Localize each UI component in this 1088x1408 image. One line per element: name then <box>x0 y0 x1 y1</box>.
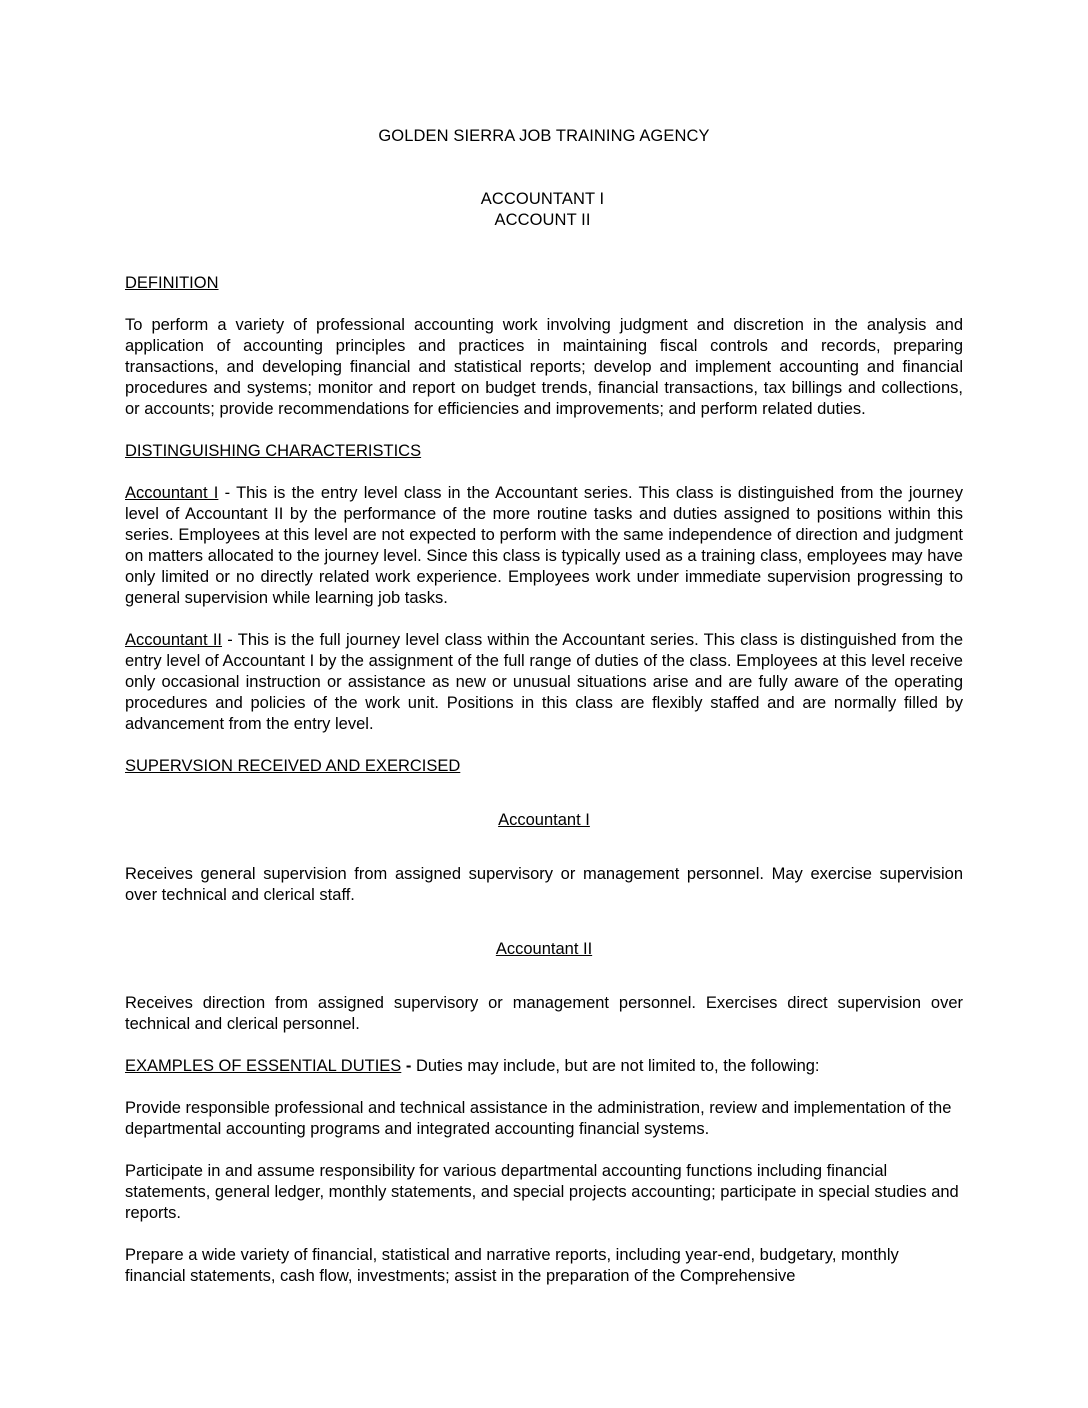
supervision-sub-accountant-2-text: Accountant II <box>495 940 593 958</box>
essential-duties-heading-dash: - <box>401 1057 416 1075</box>
supervision-sub-accountant-2 <box>125 939 963 960</box>
supervision-paragraph-1: Receives general supervision from assigned supervisory or management personnel. May exercise supervision over technical and clerical staff. <box>125 865 963 904</box>
spacer <box>125 906 963 939</box>
spacer <box>125 420 963 441</box>
spacer <box>125 147 963 189</box>
definition-heading-text: DEFINITION <box>125 274 219 292</box>
spacer <box>125 777 963 810</box>
accountant-2-paragraph <box>125 630 963 735</box>
spacer <box>125 294 963 315</box>
job-title-block <box>122 189 963 231</box>
definition-paragraph: To perform a variety of professional accounting work involving judgment and discretion in the analysis and application of accounting principles and practices in maintaining fiscal controls and records, preparing transactions, and developing financial and statistical reports; develop and implement accounting and financial procedures and systems; monitor and report on budget trends, financial transactions, tax billings and collections, or accounts; provide recommendations for efficiencies and improvements; and perform related duties. <box>125 316 963 418</box>
supervision-sub-accountant-1-text: Accountant I <box>498 811 590 829</box>
duty-paragraph-1: Provide responsible professional and technical assistance in the administration, review and implementation of the departmental accounting programs and integrated accounting financial systems. <box>125 1099 952 1138</box>
spacer <box>125 960 963 993</box>
accountant-1-body: - This is the entry level class in the Accountant series. This class is distinguished from the journey level of Accountant II by the performance of the more routine tasks and duties assigned to positions within this series. Employees at this level are not expected to perform with the same independence of direction and judgment on matters allocated to the journey level. Since this class is typically used as a training class, employees may have only limited or no directly related work experience. Employees work under immediate supervision progressing to general supervision while learning job tasks. <box>125 484 963 607</box>
accountant-2-body: - This is the full journey level class within the Accountant series. This class is distinguished from the entry level of Accountant I by the assignment of the full range of duties of the class. Employees at this level receive only occasional instruction or assistance as new or unusual situations arise and are fully aware of the operating procedures and policies of the work unit. Positions in this class are flexibly staffed and are normally filled by advancement from the entry level. <box>125 631 963 733</box>
distinguishing-characteristics-heading-text: DISTINGUISHING CHARACTERISTICS <box>125 442 422 460</box>
spacer <box>125 1035 963 1056</box>
section-heading-definition <box>125 273 963 294</box>
job-title-line-1: ACCOUNTANT I <box>480 190 605 208</box>
spacer <box>125 609 963 630</box>
spacer <box>125 735 963 756</box>
duty-paragraph-2: Participate in and assume responsibility for various departmental accounting functions including financial statements, general ledger, monthly statements, and special projects accounting; participate in special studies and reports. <box>125 1162 959 1222</box>
accountant-1-paragraph <box>125 483 963 609</box>
spacer <box>125 1077 963 1098</box>
spacer <box>125 1224 963 1245</box>
job-title-line-2: ACCOUNT II <box>494 211 591 229</box>
supervision-heading-text: SUPERVSION RECEIVED AND EXERCISED <box>125 757 461 775</box>
essential-duties-heading-text: EXAMPLES OF ESSENTIAL DUTIES <box>125 1057 402 1075</box>
agency-title: GOLDEN SIERRA JOB TRAINING AGENCY <box>378 127 710 145</box>
spacer <box>125 831 963 864</box>
accountant-2-label: Accountant II <box>125 631 223 649</box>
spacer <box>125 462 963 483</box>
section-heading-essential-duties <box>125 1056 963 1077</box>
section-heading-supervision <box>125 756 963 777</box>
supervision-paragraph-2: Receives direction from assigned supervisory or management personnel. Exercises direct supervision over technical and clerical personnel. <box>125 994 963 1033</box>
essential-duties-heading-trailer: Duties may include, but are not limited to, the following: <box>415 1057 820 1075</box>
spacer <box>125 1140 963 1161</box>
accountant-1-label: Accountant I <box>125 484 219 502</box>
section-heading-distinguishing-characteristics <box>125 441 963 462</box>
spacer <box>125 231 963 273</box>
duty-paragraph-3: Prepare a wide variety of financial, statistical and narrative reports, including year-end, budgetary, monthly financial statements, cash flow, investments; assist in the preparation of the Comprehensive <box>125 1246 899 1285</box>
supervision-sub-accountant-1 <box>125 810 963 831</box>
document-content <box>125 126 963 1287</box>
